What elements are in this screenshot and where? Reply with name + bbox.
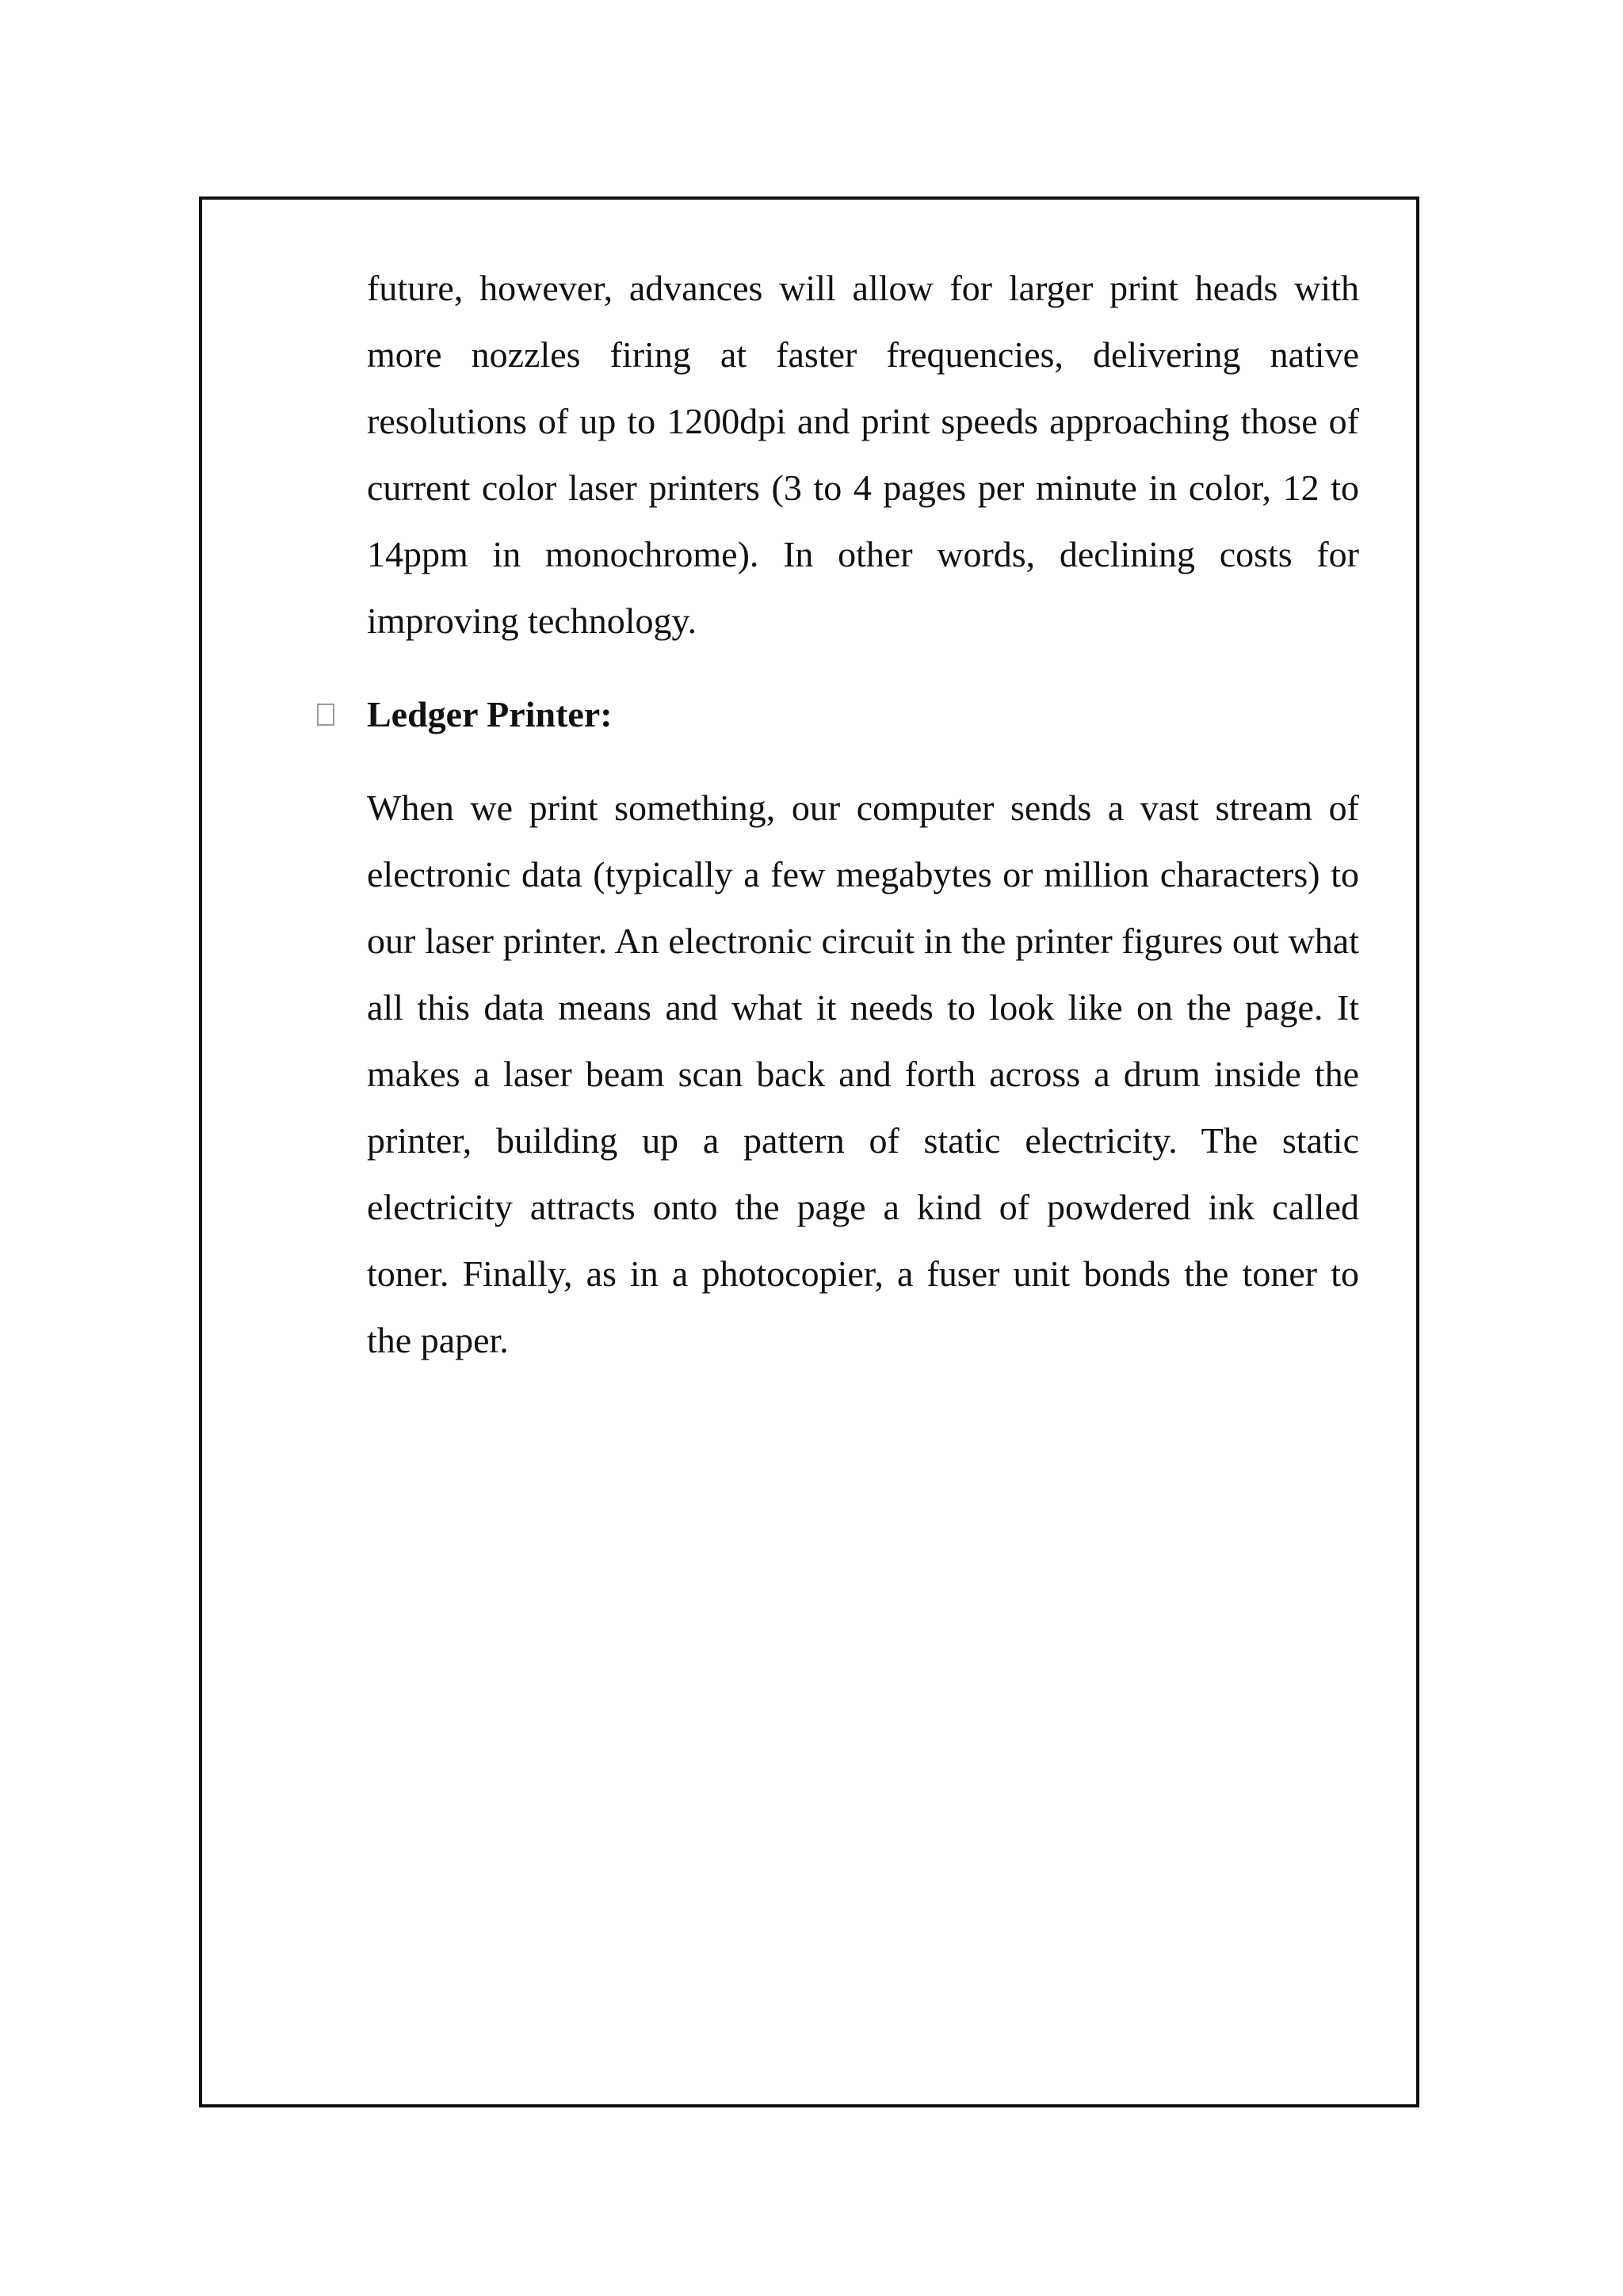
continued-paragraph: future, however, advances will allow for larger print heads with more nozzles firing at faster frequencies, delivering native resolutions of up to 1200dpi and print speeds approaching those of current color laser printers (3 to 4 pages per minute in color, 12 to 14ppm in monochrome). In other words, declining costs for improving technology. [367, 268, 1359, 641]
square-bullet-icon [317, 704, 334, 726]
section-heading: Ledger Printer: [367, 694, 613, 734]
section-heading-row [317, 681, 613, 748]
section-body-paragraph: When we print something, our computer sends a vast stream of electronic data (typically a few megabytes or million characters) to our laser printer. An electronic circuit in the printer figures out what all this data means and what it needs to look like on the page. It makes a laser beam scan back and forth across a drum inside the printer, building up a pattern of static electricity. The static electricity attracts onto the page a kind of powdered ink called toner. Finally, as in a photocopier, a fuser unit bonds the toner to the paper. [367, 788, 1359, 1360]
